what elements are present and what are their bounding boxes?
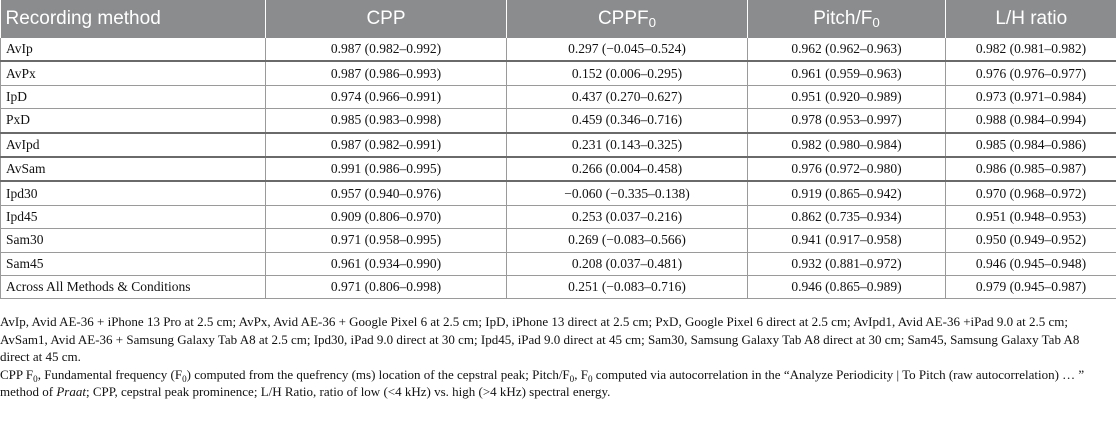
header-pitch-text: Pitch/F [813, 8, 873, 29]
cell-pitch-f0: 0.919 (0.865–0.942) [748, 181, 946, 205]
cell-recording-method: IpD [1, 85, 266, 108]
cell-recording-method: Sam30 [1, 229, 266, 252]
table-row [1, 38, 1116, 61]
table-row [1, 181, 1116, 205]
table-row [1, 252, 1116, 275]
cell-cpp: 0.971 (0.806–0.998) [266, 275, 507, 298]
cell-lh-ratio: 0.979 (0.945–0.987) [946, 275, 1116, 298]
cell-lh-ratio: 0.970 (0.968–0.972) [946, 181, 1116, 205]
cell-lh-ratio: 0.950 (0.949–0.952) [946, 229, 1116, 252]
cell-recording-method: AvIpd [1, 133, 266, 157]
cell-lh-ratio: 0.986 (0.985–0.987) [946, 157, 1116, 181]
cell-cpp: 0.909 (0.806–0.970) [266, 205, 507, 228]
table-row [1, 229, 1116, 252]
cell-pitch-f0: 0.951 (0.920–0.989) [748, 85, 946, 108]
cell-lh-ratio: 0.982 (0.981–0.982) [946, 38, 1116, 61]
cell-lh-ratio: 0.988 (0.984–0.994) [946, 109, 1116, 133]
cell-cppf0: 0.459 (0.346–0.716) [507, 109, 748, 133]
footnote-definitions [0, 366, 1112, 401]
cell-cppf0: 0.253 (0.037–0.216) [507, 205, 748, 228]
footnote-text: CPP F [0, 366, 34, 382]
footnote-text: ) computed from the quefrency (ms) location of the cepstral peak; Pitch/F [186, 366, 570, 382]
table-footnotes [0, 313, 1112, 401]
header-cppf0-subscript: 0 [648, 15, 657, 30]
footnote-subscript: 0 [182, 373, 187, 384]
header-pitch-subscript: 0 [872, 15, 880, 30]
cell-lh-ratio: 0.985 (0.984–0.986) [946, 133, 1116, 157]
footnote-text: , Fundamental frequency (F [37, 366, 183, 382]
cell-cppf0: 0.297 (−0.045–0.524) [507, 38, 748, 61]
header-cpp: CPP [266, 0, 507, 38]
cell-recording-method: Ipd30 [1, 181, 266, 205]
cell-pitch-f0: 0.976 (0.972–0.980) [748, 157, 946, 181]
header-pitch-f0 [748, 0, 946, 38]
header-recording-method: Recording method [1, 0, 266, 38]
cell-pitch-f0: 0.961 (0.959–0.963) [748, 61, 946, 85]
cell-cppf0: 0.231 (0.143–0.325) [507, 133, 748, 157]
cell-cpp: 0.991 (0.986–0.995) [266, 157, 507, 181]
footnote-abbreviations: AvIp, Avid AE-36 + iPhone 13 Pro at 2.5 cm; AvPx, Avid AE-36 + Google Pixel 6 at 2.5 cm; IpD, iPhone 13 direct at 2.5 cm; PxD, Google Pixel 6 direct at 2.5 cm; AvIpd1, Avid AE-36 +iPad 9.0 at 2.5 cm; AvSam1, Avid AE-36 + Samsung Galaxy Tab A8 at 2.5 cm; Ipd30, iPad 9.0 direct at 30 cm; Ipd45, iPad 9.0 direct at 45 cm; Sam30, Samsung Galaxy Tab A8 direct at 30 cm; Sam45, Samsung Galaxy Tab A8 direct at 45 cm. [0, 314, 1080, 365]
footnote-subscript: 0 [587, 373, 593, 384]
cell-recording-method: Sam45 [1, 252, 266, 275]
cell-pitch-f0: 0.982 (0.980–0.984) [748, 133, 946, 157]
cell-recording-method: Ipd45 [1, 205, 266, 228]
footnote-praat: Praat [56, 384, 86, 400]
cell-cpp: 0.961 (0.934–0.990) [266, 252, 507, 275]
cell-pitch-f0: 0.941 (0.917–0.958) [748, 229, 946, 252]
cell-cppf0: 0.208 (0.037–0.481) [507, 252, 748, 275]
footnote-text: ; CPP, cepstral peak prominence; L/H Ratio, ratio of low (<4 kHz) vs. high (>4 kHz) spectral energy. [85, 384, 611, 400]
cell-cpp: 0.987 (0.982–0.991) [266, 133, 507, 157]
cell-recording-method: PxD [1, 109, 266, 133]
cell-lh-ratio: 0.951 (0.948–0.953) [946, 205, 1116, 228]
cell-cppf0: 0.251 (−0.083–0.716) [507, 275, 748, 298]
cell-pitch-f0: 0.932 (0.881–0.972) [748, 252, 946, 275]
table-row [1, 109, 1116, 133]
footnote-text: computed via autocorrelation in the “Analyze Periodicity | To Pitch (raw autocorrelation) … ” method of [0, 366, 1085, 400]
cell-pitch-f0: 0.978 (0.953–0.997) [748, 109, 946, 133]
table-row [1, 61, 1116, 85]
footnote-text: , F [574, 366, 588, 382]
cell-pitch-f0: 0.962 (0.962–0.963) [748, 38, 946, 61]
header-cppf0 [507, 0, 748, 38]
header-cppf0-text: CPPF [597, 8, 649, 29]
cell-recording-method: AvSam [1, 157, 266, 181]
cell-lh-ratio: 0.946 (0.945–0.948) [946, 252, 1116, 275]
footnote-subscript: 0 [569, 373, 575, 384]
cell-cpp: 0.971 (0.958–0.995) [266, 229, 507, 252]
footnote-subscript: 0 [33, 373, 38, 384]
cell-cppf0: 0.266 (0.004–0.458) [507, 157, 748, 181]
cell-lh-ratio: 0.976 (0.976–0.977) [946, 61, 1116, 85]
table-row [1, 205, 1116, 228]
cell-cppf0: 0.437 (0.270–0.627) [507, 85, 748, 108]
cell-cppf0: −0.060 (−0.335–0.138) [507, 181, 748, 205]
cell-recording-method: AvIp [1, 38, 266, 61]
cell-cppf0: 0.269 (−0.083–0.566) [507, 229, 748, 252]
cell-pitch-f0: 0.862 (0.735–0.934) [748, 205, 946, 228]
cell-pitch-f0: 0.946 (0.865–0.989) [748, 275, 946, 298]
cell-cpp: 0.987 (0.982–0.992) [266, 38, 507, 61]
cell-cpp: 0.957 (0.940–0.976) [266, 181, 507, 205]
table-row [1, 133, 1116, 157]
cell-cpp: 0.985 (0.983–0.998) [266, 109, 507, 133]
header-row [1, 0, 1116, 38]
cell-cpp: 0.987 (0.986–0.993) [266, 61, 507, 85]
cell-lh-ratio: 0.973 (0.971–0.984) [946, 85, 1116, 108]
cell-cpp: 0.974 (0.966–0.991) [266, 85, 507, 108]
header-lh-ratio: L/H ratio [946, 0, 1116, 38]
cell-recording-method: Across All Methods & Conditions [1, 275, 266, 298]
table-row [1, 275, 1116, 298]
cell-cppf0: 0.152 (0.006–0.295) [507, 61, 748, 85]
cell-recording-method: AvPx [1, 61, 266, 85]
table-row [1, 85, 1116, 108]
table-row [1, 157, 1116, 181]
